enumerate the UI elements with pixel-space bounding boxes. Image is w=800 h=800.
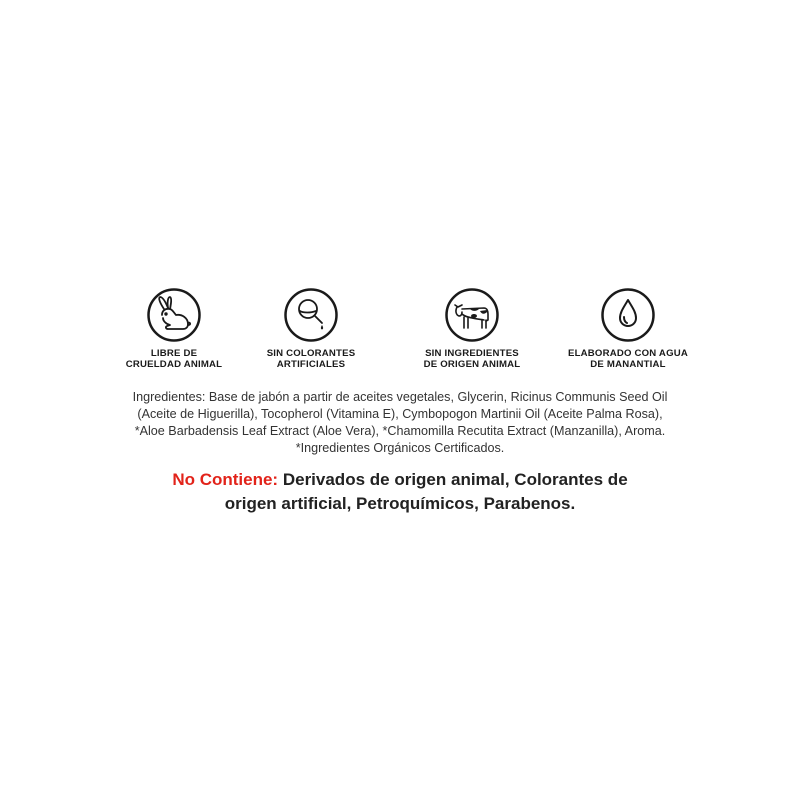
rabbit-icon — [146, 287, 202, 343]
feature-badges — [0, 287, 800, 377]
badge-spring-water — [558, 287, 698, 370]
no-contains-text: origen artificial, Petroquímicos, Parabenos. — [224, 494, 576, 513]
badge-label: SIN INGREDIENTES DE ORIGEN ANIMAL — [423, 348, 521, 370]
ingredients-note: *Ingredientes Orgánicos Certificados. — [295, 441, 505, 455]
badge-label: ELABORADO CON AGUA DE MANANTIAL — [568, 348, 688, 370]
no-contains-statement — [100, 468, 700, 516]
no-contains-label: No Contiene: — [172, 470, 279, 489]
badge-label: LIBRE DE CRUELDAD ANIMAL — [125, 348, 223, 370]
ingredients-line: Ingredientes: Base de jabón a partir de aceites vegetales, Glycerin, Ricinus Communis Seed Oil — [132, 390, 668, 404]
cow-icon — [444, 287, 500, 343]
water-drop-icon — [600, 287, 656, 343]
badge-label: SIN COLORANTES ARTIFICIALES — [266, 348, 356, 370]
no-contains-text: Derivados de origen animal, Colorantes de — [278, 470, 628, 489]
ingredients-text — [80, 389, 720, 457]
ingredients-line: (Aceite de Higuerilla), Tocopherol (Vitamina E), Cymbopogon Martinii Oil (Aceite Palma Rosa), — [137, 407, 663, 421]
badge-no-animal-ingredients — [402, 287, 542, 370]
badge-no-colorants — [241, 287, 381, 370]
magnifier-dropper-icon — [283, 287, 339, 343]
badge-cruelty-free — [104, 287, 244, 370]
ingredients-line: *Aloe Barbadensis Leaf Extract (Aloe Vera), *Chamomilla Recutita Extract (Manzanilla), Aroma. — [134, 424, 666, 438]
